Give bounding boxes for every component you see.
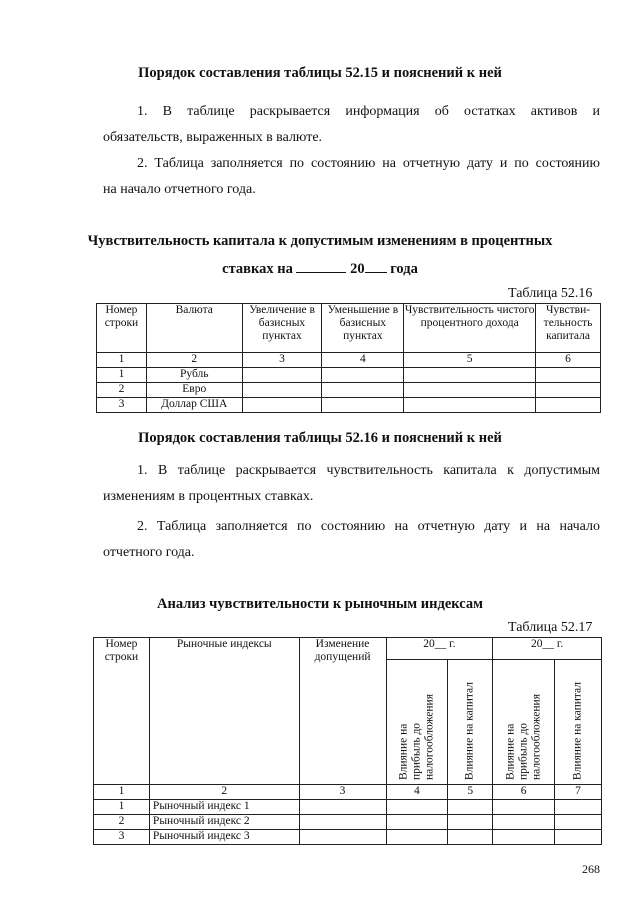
empty-cell bbox=[386, 830, 448, 845]
table-row bbox=[94, 815, 602, 830]
col-number: 4 bbox=[322, 353, 404, 368]
currency-name: Доллар США bbox=[146, 398, 242, 413]
col-number: 5 bbox=[404, 353, 536, 368]
header-market-indices: Рыночные индексы bbox=[149, 638, 299, 785]
header-year-2: 20__ г. bbox=[493, 638, 602, 660]
empty-cell bbox=[322, 368, 404, 383]
header-row-number: Номер строки bbox=[94, 638, 150, 785]
header-profit-effect-1: Влияние на прибыль до налогообложения bbox=[386, 660, 448, 785]
row-number: 1 bbox=[97, 368, 147, 383]
empty-cell bbox=[493, 800, 555, 815]
table-row bbox=[97, 383, 601, 398]
empty-cell bbox=[536, 398, 601, 413]
table-5216-title: Чувствительность капитала к допустимым изменениям в процентных bbox=[87, 233, 553, 249]
table-5217-title: Анализ чувствительности к рыночным индексам bbox=[157, 596, 483, 612]
table-5217 bbox=[93, 637, 602, 845]
index-name: Рыночный индекс 2 bbox=[149, 815, 299, 830]
header-increase-bp: Увеличение в базисных пунктах bbox=[242, 304, 322, 353]
table-5216-title-date: ставках на 20 года bbox=[222, 261, 418, 277]
col-number: 6 bbox=[536, 353, 601, 368]
col-number: 1 bbox=[94, 785, 150, 800]
table-5216 bbox=[96, 303, 601, 413]
empty-cell bbox=[404, 398, 536, 413]
empty-cell bbox=[493, 815, 555, 830]
empty-cell bbox=[242, 398, 322, 413]
header-capital-effect-1: Влияние на капитал bbox=[448, 660, 493, 785]
empty-cell bbox=[322, 383, 404, 398]
header-assumption-change: Изменение допущений bbox=[299, 638, 386, 785]
empty-cell bbox=[536, 383, 601, 398]
header-row-number: Номер строки bbox=[97, 304, 147, 353]
header-decrease-bp: Уменьшение в базисных пунктах bbox=[322, 304, 404, 353]
section-title-5216: Порядок составления таблицы 52.16 и пояснений к ней bbox=[138, 430, 502, 446]
empty-cell bbox=[555, 830, 602, 845]
paragraph-5215-1: 1. В таблице раскрывается информация об остатках активов и обязательств, выраженных в валюте. bbox=[103, 104, 600, 145]
empty-cell bbox=[242, 368, 322, 383]
empty-cell bbox=[555, 800, 602, 815]
header-capital-effect-2: Влияние на капитал bbox=[555, 660, 602, 785]
col-number: 2 bbox=[149, 785, 299, 800]
table-row bbox=[97, 368, 601, 383]
empty-cell bbox=[386, 815, 448, 830]
empty-cell bbox=[242, 383, 322, 398]
paragraph-5216-2: 2. Таблица заполняется по состоянию на отчетную дату и на начало отчетного года. bbox=[103, 519, 600, 560]
header-nii-sensitivity: Чувствительность чистого процентного дохода bbox=[404, 304, 536, 353]
empty-cell bbox=[448, 815, 493, 830]
empty-cell bbox=[322, 398, 404, 413]
col-number: 4 bbox=[386, 785, 448, 800]
index-name: Рыночный индекс 3 bbox=[149, 830, 299, 845]
empty-cell bbox=[386, 800, 448, 815]
empty-cell bbox=[299, 815, 386, 830]
empty-cell bbox=[448, 800, 493, 815]
empty-cell bbox=[404, 383, 536, 398]
currency-name: Евро bbox=[146, 383, 242, 398]
row-number: 3 bbox=[94, 830, 150, 845]
header-profit-effect-2: Влияние на прибыль до налогообложения bbox=[493, 660, 555, 785]
empty-cell bbox=[299, 800, 386, 815]
row-number: 2 bbox=[94, 815, 150, 830]
table-row bbox=[94, 800, 602, 815]
col-number: 3 bbox=[299, 785, 386, 800]
empty-cell bbox=[536, 368, 601, 383]
header-capital-sensitivity: Чувстви-тельность капитала bbox=[536, 304, 601, 353]
empty-cell bbox=[404, 368, 536, 383]
empty-cell bbox=[448, 830, 493, 845]
index-name: Рыночный индекс 1 bbox=[149, 800, 299, 815]
row-number: 1 bbox=[94, 800, 150, 815]
col-number: 6 bbox=[493, 785, 555, 800]
paragraph-5215-2: 2. Таблица заполняется по состоянию на отчетную дату и по состоянию на начало отчетного года. bbox=[103, 156, 600, 197]
header-currency: Валюта bbox=[146, 304, 242, 353]
empty-cell bbox=[493, 830, 555, 845]
empty-cell bbox=[299, 830, 386, 845]
page-number: 268 bbox=[582, 862, 600, 876]
table-row bbox=[97, 398, 601, 413]
table-row bbox=[94, 830, 602, 845]
col-number: 2 bbox=[146, 353, 242, 368]
row-number: 3 bbox=[97, 398, 147, 413]
col-number: 3 bbox=[242, 353, 322, 368]
table-5216-label: Таблица 52.16 bbox=[508, 286, 593, 301]
row-number: 2 bbox=[97, 383, 147, 398]
section-title-5215: Порядок составления таблицы 52.15 и пояснений к ней bbox=[138, 65, 502, 81]
empty-cell bbox=[555, 815, 602, 830]
table-5217-label: Таблица 52.17 bbox=[508, 620, 593, 635]
col-number: 5 bbox=[448, 785, 493, 800]
currency-name: Рубль bbox=[146, 368, 242, 383]
header-year-1: 20__ г. bbox=[386, 638, 493, 660]
col-number: 1 bbox=[97, 353, 147, 368]
col-number: 7 bbox=[555, 785, 602, 800]
paragraph-5216-1: 1. В таблице раскрывается чувствительность капитала к допустимым изменениям в процентных ставках. bbox=[103, 463, 600, 504]
